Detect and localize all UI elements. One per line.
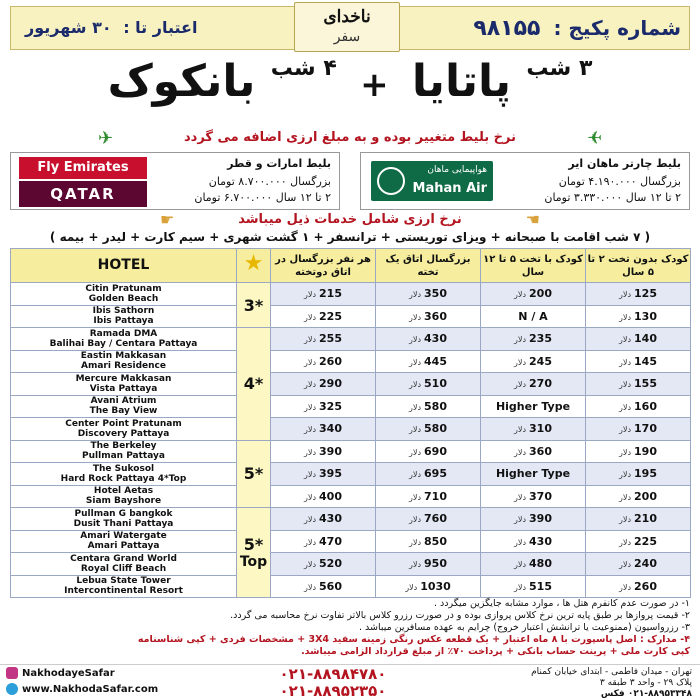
currency-label: دلار — [619, 537, 632, 547]
price-value: 850 — [424, 534, 447, 548]
scheduled-flight-box — [10, 152, 340, 210]
website-link[interactable] — [6, 683, 158, 695]
scheduled-child-price: ۲ تا ۱۲ سال ۶.۷۰۰.۰۰۰ تومان — [194, 191, 331, 204]
table-row — [11, 418, 691, 441]
currency-label: دلار — [619, 447, 632, 457]
table-row — [11, 373, 691, 396]
price-single — [376, 440, 481, 463]
price-value: 695 — [424, 467, 447, 481]
price-cnb — [586, 553, 691, 576]
price-single — [376, 305, 481, 328]
hotel-pattaya: Amari Pattaya — [87, 541, 160, 552]
table-row — [11, 283, 691, 306]
currency-label: دلار — [514, 380, 527, 390]
price-cnb — [586, 463, 691, 486]
table-row — [11, 305, 691, 328]
price-cnb — [586, 485, 691, 508]
price-value: 140 — [634, 332, 657, 346]
price-table — [10, 248, 691, 598]
hotel-bangkok: The Berkeley — [90, 441, 157, 452]
hotel-pattaya: Intercontinental Resort — [64, 586, 183, 597]
note-3: ۳- رزرواسیون (ممنوعیت یا ترانشش اعتبار خروج) چرایم به عهده مسافرین میباشد . — [358, 622, 690, 633]
title-nights1: ۳ شب — [526, 56, 593, 81]
hotel-bangkok: Avani Atrium — [90, 396, 157, 407]
price-cwb — [481, 485, 586, 508]
table-row — [11, 508, 691, 531]
price-twin — [271, 305, 376, 328]
hotel-pattaya: Siam Bayshore — [85, 496, 162, 507]
price-single — [376, 328, 481, 351]
scheduled-title: بلیط امارات و قطر — [227, 157, 331, 170]
price-twin — [271, 553, 376, 576]
price-value: 470 — [319, 534, 342, 548]
price-value: 270 — [529, 377, 552, 391]
mahan-emblem-icon — [377, 167, 405, 195]
hotel-bangkok: Citin Pratunam — [85, 283, 162, 294]
address-line2: پلاک ۲۹ - واحد ۳ طبقه ۳ — [599, 678, 692, 688]
price-value: 145 — [634, 354, 657, 368]
address-line1: تهران - میدان فاطمی - ابتدای خیابان کمنام — [531, 667, 692, 677]
price-cnb — [586, 395, 691, 418]
table-header-row — [11, 249, 691, 283]
price-value: 1030 — [420, 579, 451, 593]
currency-label: دلار — [409, 470, 422, 480]
price-value: 515 — [529, 579, 552, 593]
hotel-bangkok: Mercure Makkasan — [75, 373, 172, 384]
hotel-bangkok: Center Point Pratunam — [65, 418, 182, 429]
currency-label: دلار — [514, 290, 527, 300]
price-twin — [271, 508, 376, 531]
hotel-cell — [11, 553, 237, 576]
hotel-pattaya: Dusit Thani Pattaya — [73, 518, 174, 529]
hotel-cell — [11, 463, 237, 486]
hotel-pattaya: Pullman Pattaya — [82, 451, 165, 462]
mahan-air-logo — [371, 161, 493, 201]
price-value: 260 — [634, 579, 657, 593]
price-single — [376, 350, 481, 373]
price-single — [376, 418, 481, 441]
currency-label: دلار — [409, 515, 422, 525]
hotel-cell — [11, 283, 237, 306]
hotel-cell — [11, 350, 237, 373]
price-cwb — [481, 418, 586, 441]
price-value: 245 — [529, 354, 552, 368]
price-value: 390 — [319, 444, 342, 458]
title-city1: پاتایا — [411, 56, 512, 107]
price-cnb — [586, 508, 691, 531]
note-2: ۲- قیمت پروازها بر طبق پایه ترین نرخ کلاس پروازی بوده و در صورت رزرو کلاس بالاتر تفاوت نرخ محاسبه می گردد. — [230, 610, 690, 621]
price-value: 580 — [424, 422, 447, 436]
price-value: 350 — [424, 287, 447, 301]
price-cnb — [586, 328, 691, 351]
currency-label: دلار — [304, 537, 317, 547]
price-cwb — [481, 283, 586, 306]
price-value: 430 — [529, 534, 552, 548]
hotel-cell — [11, 418, 237, 441]
star-value: 4* — [243, 374, 264, 394]
price-value: 130 — [634, 309, 657, 323]
notes — [10, 598, 690, 658]
hotel-pattaya: Amari Residence — [81, 361, 166, 372]
price-single — [376, 463, 481, 486]
currency-label: دلار — [304, 312, 317, 322]
currency-label: دلار — [619, 380, 632, 390]
hotel-pattaya: Balihai Bay / Centara Pattaya — [49, 338, 198, 349]
header-child-bed: کودک با تخت ۵ تا ۱۲ سال — [481, 249, 586, 283]
qatar-logo: QATAR — [19, 181, 147, 207]
note-4: ۴- مدارک : اصل پاسپورت با ۸ ماه اعتبار + یک قطعه عکس رنگی زمینه سفید 3X4 + مشخصات فردی + کپی شناسنامه — [137, 634, 690, 645]
title-city2: بانکوک — [107, 56, 256, 107]
star-rating — [237, 328, 271, 441]
currency-label: دلار — [514, 537, 527, 547]
note-5: کپی کارت ملی + پرینت حساب بانکی + پرداخت ۷۰٪ از مبلغ قرارداد الزامی میباشد. — [301, 646, 690, 657]
price-twin — [271, 485, 376, 508]
footer — [0, 664, 700, 700]
currency-label: دلار — [409, 402, 422, 412]
hotel-pattaya: Vista Pattaya — [89, 383, 158, 394]
currency-label: دلار — [409, 425, 422, 435]
table-row — [11, 395, 691, 418]
hotel-pattaya: Hard Rock Pattaya 4*Top — [60, 473, 187, 484]
services-title: نرخ ارزی شامل خدمات ذیل میباشد — [238, 212, 462, 227]
logo-line2: سفر — [333, 29, 361, 45]
price-value: 445 — [424, 354, 447, 368]
title-nights2: ۴ شب — [270, 56, 337, 81]
hotel-pattaya: Royal Cliff Beach — [80, 563, 167, 574]
price-twin — [271, 283, 376, 306]
price-twin — [271, 463, 376, 486]
currency-label: دلار — [304, 515, 317, 525]
price-value: 400 — [319, 489, 342, 503]
price-cwb — [481, 373, 586, 396]
currency-label: دلار — [514, 335, 527, 345]
company-logo — [294, 2, 400, 52]
price-single — [376, 553, 481, 576]
price-twin — [271, 530, 376, 553]
table-row — [11, 350, 691, 373]
hotel-bangkok: Centara Grand World — [70, 553, 177, 564]
logo-line1: ناخدای — [323, 7, 371, 27]
currency-label: دلار — [304, 425, 317, 435]
currency-label: دلار — [514, 515, 527, 525]
hotel-pattaya: Ibis Pattaya — [93, 316, 154, 327]
price-value: 225 — [319, 309, 342, 323]
price-twin — [271, 418, 376, 441]
price-cwb — [481, 350, 586, 373]
charter-child-price: ۲ تا ۱۲ سال ۳.۳۳۰.۰۰۰ تومان — [544, 191, 681, 204]
currency-label: دلار — [304, 357, 317, 367]
table-row — [11, 553, 691, 576]
price-value: 390 — [529, 512, 552, 526]
fax: ۰۲۱-۸۸۹۵۳۳۴۸ فکس — [600, 689, 692, 699]
charter-flight-box — [360, 152, 690, 210]
price-cnb — [586, 350, 691, 373]
currency-label: دلار — [409, 335, 422, 345]
hotel-cell — [11, 328, 237, 351]
price-twin — [271, 373, 376, 396]
fare-note: نرخ بلیط متغییر بوده و به مبلغ ارزی اضافه می گردد — [184, 130, 516, 145]
currency-label: دلار — [619, 402, 632, 412]
price-cwb — [481, 575, 586, 598]
price-cwb: Higher Type — [481, 463, 586, 486]
price-value: 520 — [319, 557, 342, 571]
mahan-logo-fa: هواپیمایی ماهان — [427, 165, 487, 175]
price-value: 510 — [424, 377, 447, 391]
currency-label: دلار — [304, 447, 317, 457]
price-twin — [271, 395, 376, 418]
price-value: 480 — [529, 557, 552, 571]
hotel-pattaya: Golden Beach — [88, 293, 159, 304]
table-row — [11, 463, 691, 486]
price-value: 260 — [319, 354, 342, 368]
price-value: 190 — [634, 444, 657, 458]
price-value: 155 — [634, 377, 657, 391]
currency-label: دلار — [409, 492, 422, 502]
price-value: 710 — [424, 489, 447, 503]
price-value: 235 — [529, 332, 552, 346]
price-single — [376, 395, 481, 418]
hotel-bangkok: Ibis Sathorn — [92, 306, 155, 317]
charter-adult-price: بزرگسال ۴.۱۹۰.۰۰۰ تومان — [558, 175, 681, 188]
currency-label: دلار — [304, 582, 317, 592]
hotel-bangkok: The Sukosol — [92, 463, 155, 474]
price-cnb — [586, 418, 691, 441]
price-single — [376, 283, 481, 306]
scheduled-adult-price: بزرگسال ۸.۷۰۰.۰۰۰ تومان — [208, 175, 331, 188]
price-twin — [271, 350, 376, 373]
price-cnb — [586, 283, 691, 306]
website-text: www.NakhodaSafar.com — [22, 684, 159, 695]
hotel-bangkok: Hotel Aetas — [93, 486, 154, 497]
package-number-value: ۹۸۱۵۵ — [473, 16, 541, 41]
emirates-logo: Fly Emirates — [19, 157, 147, 179]
price-cnb — [586, 305, 691, 328]
hotel-cell — [11, 440, 237, 463]
hotel-cell — [11, 395, 237, 418]
price-value: 560 — [319, 579, 342, 593]
header-adult-twin: هر نفر بزرگسال در اتاق دوتخته — [271, 249, 376, 283]
package-number — [473, 16, 681, 41]
table-row — [11, 575, 691, 598]
currency-label: دلار — [514, 357, 527, 367]
instagram-icon — [6, 667, 18, 679]
validity-date: ۳۰ شهریور — [25, 18, 112, 37]
price-twin — [271, 440, 376, 463]
charter-title: بلیط چارتر ماهان ایر — [568, 157, 681, 170]
table-row — [11, 530, 691, 553]
price-value: 290 — [319, 377, 342, 391]
phone-2[interactable]: ۰۲۱-۸۸۹۵۲۳۵۰ — [279, 682, 387, 700]
currency-label: دلار — [409, 290, 422, 300]
currency-label: دلار — [304, 380, 317, 390]
hotel-cell — [11, 508, 237, 531]
currency-label: دلار — [619, 312, 632, 322]
hotel-cell — [11, 575, 237, 598]
currency-label: دلار — [304, 402, 317, 412]
currency-label: دلار — [619, 425, 632, 435]
currency-label: دلار — [304, 470, 317, 480]
price-value: 395 — [319, 467, 342, 481]
table-row — [11, 485, 691, 508]
price-value: 215 — [319, 287, 342, 301]
hotel-cell — [11, 485, 237, 508]
currency-label: دلار — [619, 492, 632, 502]
price-value: 760 — [424, 512, 447, 526]
price-single — [376, 373, 481, 396]
price-value: 310 — [529, 422, 552, 436]
note-1: ۱- در صورت عدم کانفرم هتل ها ، موارد مشابه جایگزین میگردد . — [433, 598, 690, 609]
currency-label: دلار — [619, 582, 632, 592]
pointing-hand-icon: ☛ — [160, 210, 175, 229]
currency-label: دلار — [409, 447, 422, 457]
hotel-cell — [11, 373, 237, 396]
currency-label: دلار — [619, 335, 632, 345]
phone-1[interactable]: ۰۲۱-۸۸۹۸۴۷۸۰ — [279, 665, 387, 683]
package-label: شماره پکیج : — [553, 16, 681, 40]
star-top-label: Top — [239, 554, 268, 570]
hotel-bangkok: Ramada DMA — [89, 328, 158, 339]
price-single — [376, 575, 481, 598]
price-value: 950 — [424, 557, 447, 571]
hotel-bangkok: Amari Watergate — [80, 531, 167, 542]
price-value: 170 — [634, 422, 657, 436]
star-rating — [237, 283, 271, 328]
price-value: 430 — [424, 332, 447, 346]
price-value: 240 — [634, 557, 657, 571]
star-value: 3* — [243, 295, 264, 315]
validity-label: اعتبار تا : — [123, 18, 198, 37]
price-twin — [271, 328, 376, 351]
currency-label: دلار — [514, 582, 527, 592]
star-value: 5* — [243, 464, 264, 484]
price-single — [376, 508, 481, 531]
pointing-hand-icon: ☚ — [525, 210, 540, 229]
hotel-pattaya: The Bay View — [89, 406, 158, 417]
price-value: 430 — [319, 512, 342, 526]
currency-label: دلار — [409, 357, 422, 367]
hotel-cell — [11, 305, 237, 328]
price-value: 690 — [424, 444, 447, 458]
hotel-pattaya: Discovery Pattaya — [77, 428, 170, 439]
plane-icon: ✈ — [98, 128, 114, 149]
star-rating — [237, 440, 271, 508]
price-cwb: Higher Type — [481, 395, 586, 418]
currency-label: دلار — [619, 290, 632, 300]
instagram-text: NakhodayeSafar — [22, 668, 115, 679]
price-cnb — [586, 530, 691, 553]
currency-label: دلار — [619, 515, 632, 525]
price-value: 580 — [424, 399, 447, 413]
currency-label: دلار — [304, 335, 317, 345]
currency-label: دلار — [304, 560, 317, 570]
price-value: 195 — [634, 467, 657, 481]
currency-label: دلار — [409, 537, 422, 547]
tour-title — [0, 56, 700, 107]
services-line: ( ۷ شب اقامت با صبحانه + ویزای توریستی + ترانسفر + ۱ گشت شهری + سیم کارت + لیدر + بیمه ) — [49, 230, 651, 244]
header-hotel: HOTEL — [11, 249, 237, 283]
price-value: 200 — [634, 489, 657, 503]
price-cnb — [586, 440, 691, 463]
currency-label: دلار — [619, 470, 632, 480]
price-value: 325 — [319, 399, 342, 413]
currency-label: دلار — [514, 492, 527, 502]
currency-label: دلار — [304, 290, 317, 300]
hotel-bangkok: Lebua State Tower — [76, 576, 171, 587]
price-cwb: N / A — [481, 305, 586, 328]
price-cnb — [586, 373, 691, 396]
currency-label: دلار — [409, 560, 422, 570]
price-value: 370 — [529, 489, 552, 503]
price-value: 160 — [634, 399, 657, 413]
currency-label: دلار — [619, 560, 632, 570]
currency-label: دلار — [409, 312, 422, 322]
table-row — [11, 440, 691, 463]
validity — [25, 18, 197, 37]
price-value: 360 — [529, 444, 552, 458]
currency-label: دلار — [409, 380, 422, 390]
price-single — [376, 530, 481, 553]
price-cwb — [481, 530, 586, 553]
price-value: 255 — [319, 332, 342, 346]
star-rating — [237, 508, 271, 598]
plane-icon: ✈ — [586, 128, 602, 149]
price-cwb — [481, 328, 586, 351]
header-child-nobed: کودک بدون تخت ۲ تا ۵ سال — [586, 249, 691, 283]
hotel-bangkok: Eastin Makkasan — [80, 351, 167, 362]
telegram-icon — [6, 683, 18, 695]
price-value: 125 — [634, 287, 657, 301]
instagram-handle[interactable] — [6, 667, 115, 679]
address — [442, 667, 692, 689]
price-value: 200 — [529, 287, 552, 301]
currency-label: دلار — [619, 357, 632, 367]
table-row — [11, 328, 691, 351]
header-single: بزرگسال اتاق یک تخته — [376, 249, 481, 283]
currency-label: دلار — [514, 425, 527, 435]
currency-label: دلار — [514, 447, 527, 457]
price-cnb — [586, 575, 691, 598]
price-cwb — [481, 440, 586, 463]
price-twin — [271, 575, 376, 598]
header-star-icon: ★ — [237, 249, 271, 283]
price-single — [376, 485, 481, 508]
currency-label: دلار — [405, 582, 418, 592]
currency-label: دلار — [514, 560, 527, 570]
currency-label: دلار — [304, 492, 317, 502]
price-cwb — [481, 508, 586, 531]
price-value: 225 — [634, 534, 657, 548]
price-value: 210 — [634, 512, 657, 526]
star-value: 5* — [243, 535, 264, 554]
hotel-bangkok: Pullman G bangkok — [74, 508, 173, 519]
price-value: 360 — [424, 309, 447, 323]
hotel-cell — [11, 530, 237, 553]
price-cwb — [481, 553, 586, 576]
title-plus: + — [360, 65, 389, 105]
price-value: 340 — [319, 422, 342, 436]
mahan-logo-en: Mahan Air — [412, 181, 487, 196]
